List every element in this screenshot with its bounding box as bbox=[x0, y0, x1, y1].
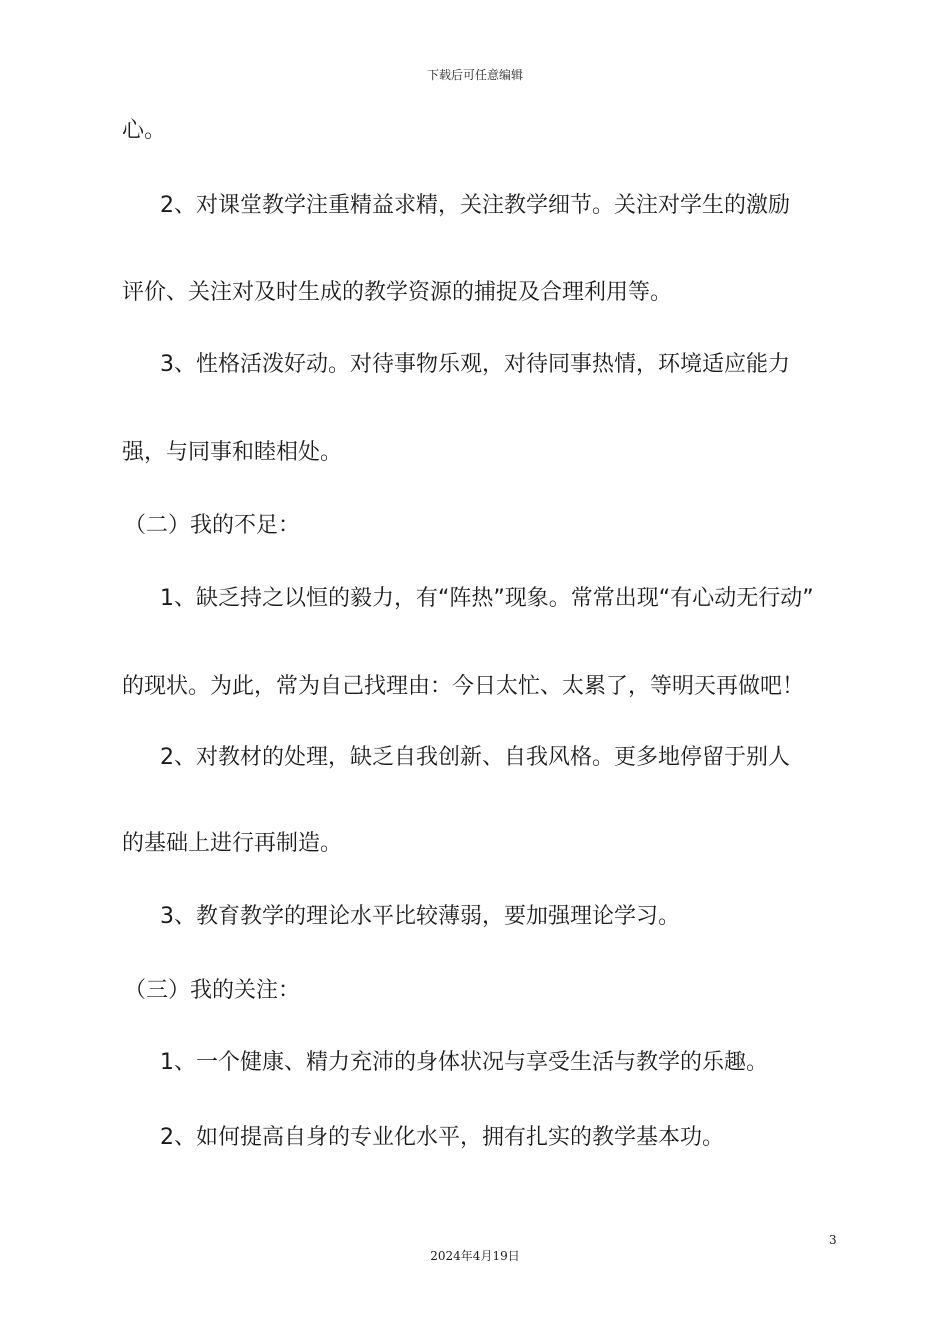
body-line: 2、如何提高自身的专业化水平，拥有扎实的教学基本功。 bbox=[160, 1125, 724, 1150]
body-line: 3、教育教学的理论水平比较薄弱，要加强理论学习。 bbox=[160, 904, 680, 929]
body-line: 2、对课堂教学注重精益求精，关注教学细节。关注对学生的激励 bbox=[160, 193, 790, 218]
body-line: 评价、关注对及时生成的教学资源的捕捉及合理利用等。 bbox=[122, 280, 673, 305]
body-line: 1、缺乏持之以恒的毅力，有“阵热”现象。常常出现“有心动无行动” bbox=[160, 586, 814, 611]
footer-date: 2024年4月19日 bbox=[430, 1249, 520, 1263]
page-header: 下载后可任意编辑 bbox=[426, 68, 523, 82]
section-heading: （三）我的关注： bbox=[124, 978, 301, 1003]
body-line: 的基础上进行再制造。 bbox=[122, 831, 343, 856]
page-number: 3 bbox=[829, 1233, 837, 1247]
section-heading: （二）我的不足： bbox=[124, 513, 301, 538]
body-line: 3、性格活泼好动。对待事物乐观，对待同事热情，环境适应能力 bbox=[160, 352, 790, 377]
body-line: 的现状。为此，常为自己找理由：今日太忙、太累了，等明天再做吧！ bbox=[122, 674, 805, 699]
body-line: 心。 bbox=[122, 118, 167, 143]
body-line: 强，与同事和睦相处。 bbox=[122, 440, 343, 465]
body-line: 1、一个健康、精力充沛的身体状况与享受生活与教学的乐趣。 bbox=[160, 1050, 768, 1075]
body-line: 2、对教材的处理，缺乏自我创新、自我风格。更多地停留于别人 bbox=[160, 745, 790, 770]
